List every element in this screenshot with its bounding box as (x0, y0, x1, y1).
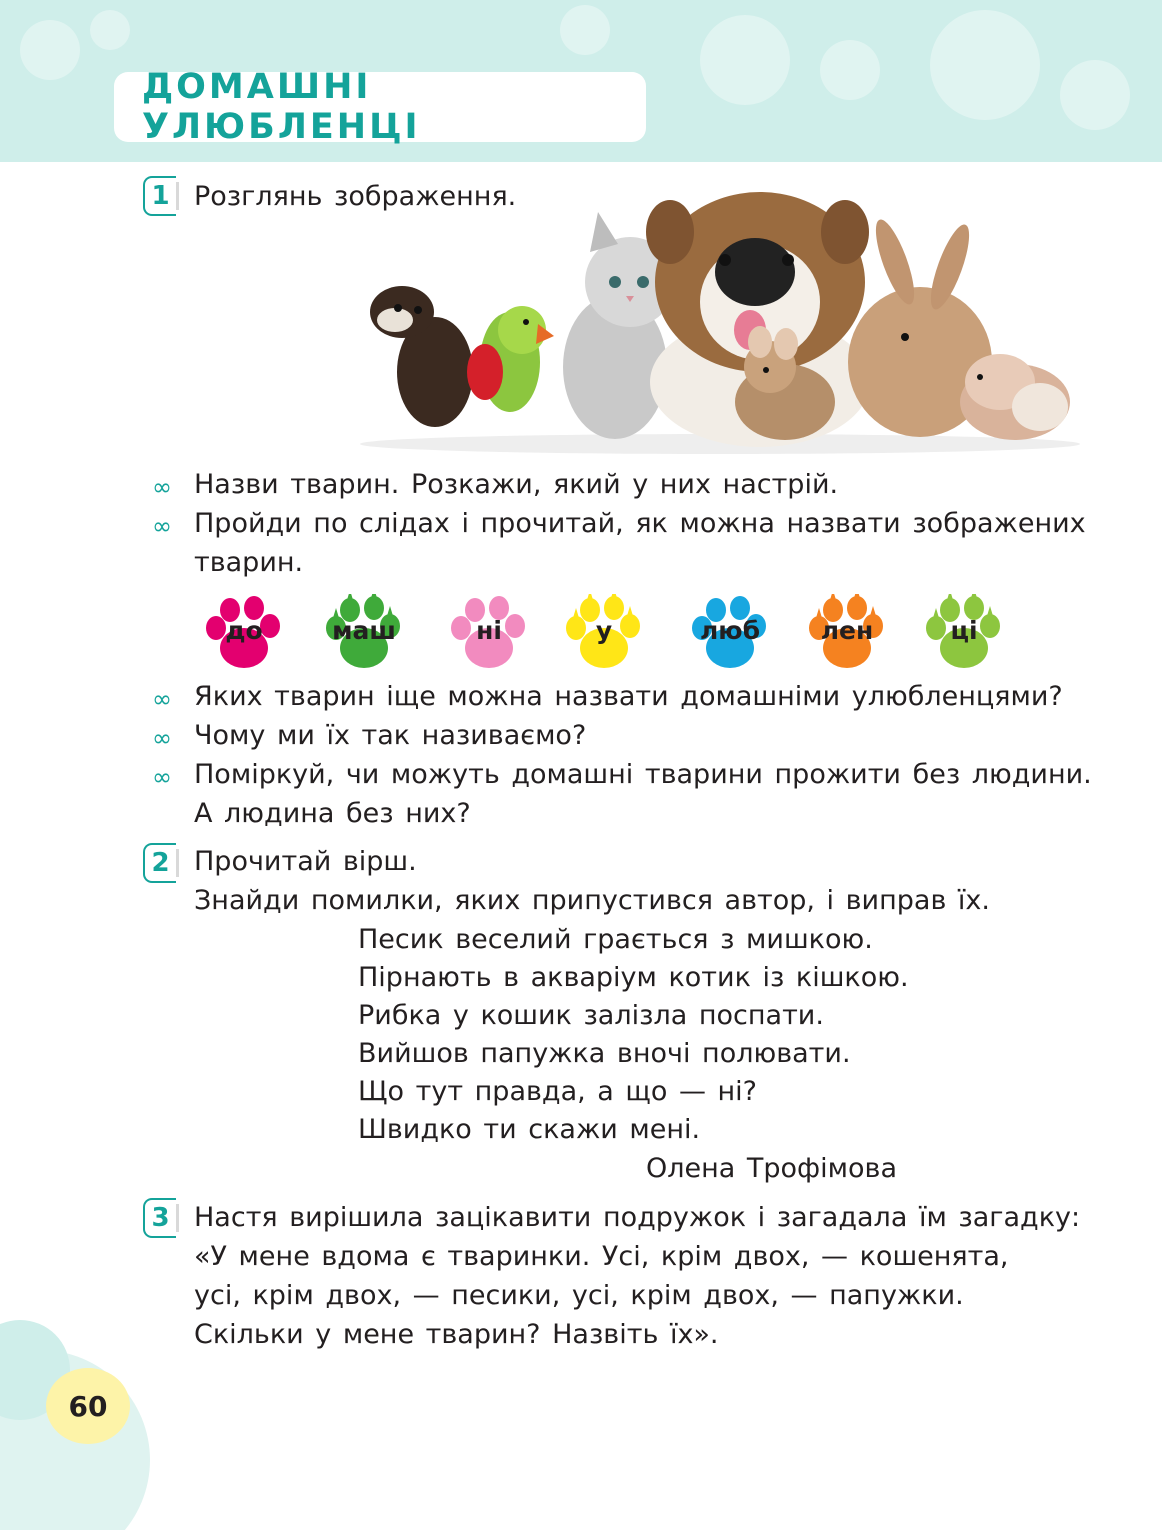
paw-syllable-label: лен (820, 616, 874, 645)
poem-line: Пірнають в акваріум котик із кішкою. (358, 962, 909, 993)
task2-line-2: Знайди помилки, яких припустився автор, і виправ їх. (194, 885, 990, 916)
decor-bubble (560, 5, 610, 55)
decor-bubble (930, 10, 1040, 120)
task-number-badge: 1 (143, 176, 176, 216)
poem-line: Що тут правда, а що — ні? (358, 1076, 758, 1107)
poem-line: Рибка у кошик залізла поспати. (358, 1000, 824, 1031)
task1-bullet-2-continued: тварин. (194, 547, 304, 578)
pets-photo (340, 172, 1085, 454)
task1-question-2: Чому ми їх так називаємо? (194, 720, 587, 751)
paw-syllable-label: до (225, 616, 263, 645)
poem-line: Швидко ти скажи мені. (358, 1114, 701, 1145)
paw-syllable-label: у (595, 616, 613, 645)
task1-question-3-continued: А людина без них? (194, 798, 471, 829)
title-box (114, 67, 646, 147)
paw-syllable-label: ні (476, 616, 502, 645)
page-number: 60 (46, 1368, 130, 1444)
bullet-infinity-icon: ∞ (152, 763, 172, 791)
decor-bubble (1060, 60, 1130, 130)
task3-line: Настя вирішила зацікавити подружок і загадала їм загадку: (194, 1202, 1081, 1233)
page-title: ДОМАШНІ УЛЮБЛЕНЦІ (142, 67, 421, 147)
paw-syllable-label: ці (950, 616, 978, 645)
task1-bullet-2: Пройди по слідах і прочитай, як можна назвати зображених (194, 508, 1086, 539)
task1-question-3: Поміркуй, чи можуть домашні тварини прожити без людини. (194, 759, 1092, 790)
task2-line-1: Прочитай вірш. (194, 846, 417, 877)
decor-bubble (820, 40, 880, 100)
parrot-figure (467, 306, 554, 412)
task1-bullet-1: Назви тварин. Розкажи, який у них настрій. (194, 469, 839, 500)
bullet-infinity-icon: ∞ (152, 685, 172, 713)
task3-line: Скільки у мене тварин? Назвіть їх». (194, 1319, 719, 1350)
task-number-badge: 2 (143, 843, 176, 883)
paw-syllable-label: люб (699, 616, 761, 645)
task1-question-1: Яких тварин іще можна назвати домашніми улюбленцями? (194, 681, 1063, 712)
guinea-pig-figure (960, 354, 1070, 440)
decor-bubble (90, 10, 130, 50)
poem-author: Олена Трофімова (646, 1153, 897, 1184)
task-number-badge: 3 (143, 1198, 176, 1238)
poem-line: Песик веселий грається з мишкою. (358, 924, 873, 955)
paw-syllable-label: маш (332, 616, 396, 645)
task3-line: «У мене вдома є тваринки. Усі, крім двох, — кошенята, (194, 1241, 1009, 1272)
task1-instruction: Розглянь зображення. (194, 181, 517, 212)
bullet-infinity-icon: ∞ (152, 724, 172, 752)
bullet-infinity-icon: ∞ (152, 512, 172, 540)
task3-line: усі, крім двох, — песики, усі, крім двох, — папужки. (194, 1280, 964, 1311)
bullet-infinity-icon: ∞ (152, 473, 172, 501)
decor-bubble (700, 15, 790, 105)
decor-bubble (20, 20, 80, 80)
poem-line: Вийшов папужка вночі полювати. (358, 1038, 851, 1069)
ferret-figure (370, 286, 473, 427)
